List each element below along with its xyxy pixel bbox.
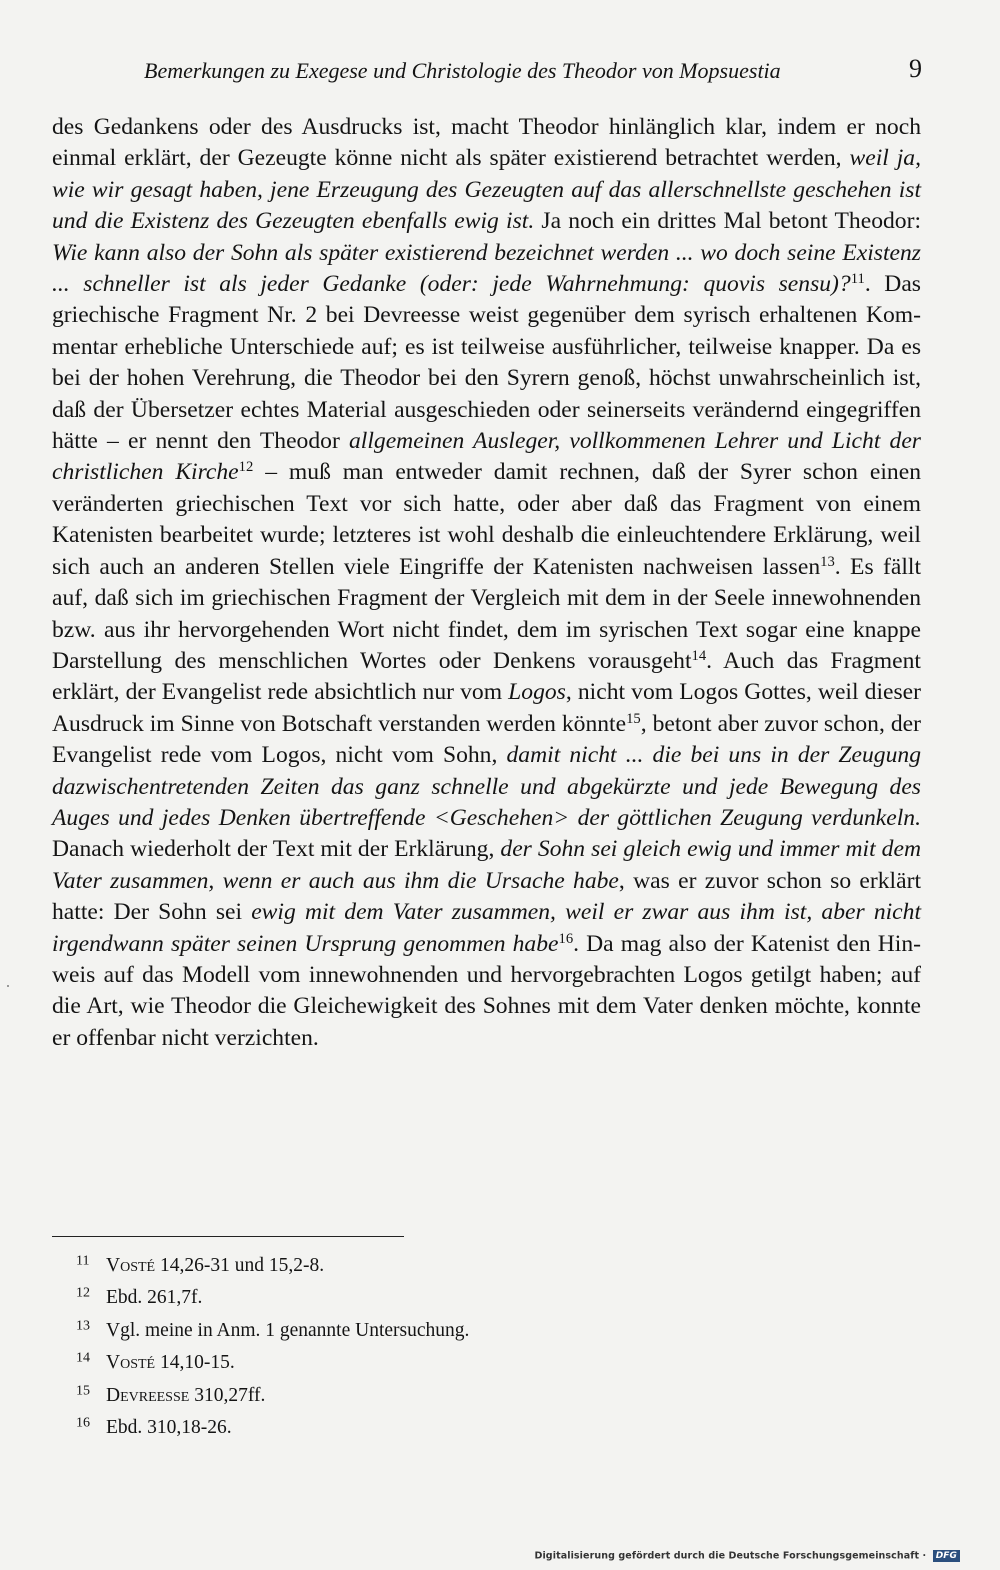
footnote-15: [76, 1380, 776, 1412]
quotation-italic: ewig mit dem Vater zusammen, weil er zwar aus ihm ist, aber nicht irgendwann später seinen Ursprung genommen habe: [52, 899, 921, 957]
text-run: Danach wiederholt der Text mit der Erklärung,: [52, 836, 501, 863]
page-number: 9: [909, 54, 922, 83]
footnote-ref-13[interactable]: 13: [820, 553, 835, 570]
footnote-text: Vgl. meine in Anm. 1 genannte Untersuchung.: [106, 1319, 470, 1341]
quotation-italic: weil ja, wie wir gesagt haben, jene Erzeugung des Gezeugten auf das allerschnellste geschehen ist und die Existenz des Gezeugten ebenfalls ewig ist.: [52, 145, 921, 235]
footnote-ref-11[interactable]: 11: [850, 270, 865, 287]
text-run: . Da mag also der Katenist den Hinweis auf das Modell vom innewohnenden und hervorgebrachten Logos getilgt haben; auf die Art, wie Theodor die Gleichewigkeit des Sohnes mit dem Vater denken möchte, konnte er offenbar nicht verzichten.: [52, 930, 921, 1051]
text-run: , nicht vom Logos Gottes, weil dieser Ausdruck im Sinne von Botschaft verstanden werden könnte: [52, 679, 921, 737]
footnote-author: Devreesse: [106, 1384, 190, 1406]
footnote-text: 14,26-31 und 15,2-8.: [155, 1255, 325, 1276]
quotation-italic: Wie kann also der Sohn als später existierend bezeichnet werden ... wo doch seine Existenz ... schneller ist als jeder Gedanke (oder: jede Wahrnehmung: quovis sensu)?: [52, 239, 921, 298]
term-italic: Logos: [508, 679, 566, 706]
quotation-italic: der Sohn sei gleich ewig und immer mit dem Vater zusammen, wenn er auch aus ihm die Ursache habe: [52, 836, 921, 894]
footnote-ref-16[interactable]: 16: [558, 930, 574, 947]
footnote-author: Vosté: [106, 1255, 156, 1276]
running-header: [52, 54, 922, 92]
footnote-text: 310,27ff.: [189, 1384, 266, 1406]
quotation-italic: allgemeinen Ausleger, vollkommenen Lehrer und Licht der christlichen Kirche: [52, 428, 921, 486]
footnote-number: 13: [76, 1317, 91, 1334]
text-run: . Das griechische Fragment Nr. 2 bei Devreesse weist gegenüber dem syrisch erhaltenen Kommentar erhebliche Unterschiede auf; es ist teilweise ausführlicher, teilweise knapper. Da es bei der hohen Verehrung, die Theodor bei den Syrern genoß, höchst unwahrscheinlich ist, daß der Übersetzer echtes Material ausgeschieden oder seinerseits verändernd eingegriffen hätte – er nennt den Theodor: [52, 271, 921, 455]
quotation-italic: damit nicht ... die bei uns in der Zeugung dazwischentretenden Zeiten das ganz schnelle und abgekürzte und jede Bewegung des Auges und jedes Denken übertreffende <Geschehen> der göttlichen Zeugung verdunkeln.: [52, 742, 921, 831]
main-paragraph: [52, 112, 921, 1054]
body-text: [52, 112, 921, 1054]
footnote-12: [76, 1282, 776, 1314]
footnote-11: [76, 1250, 776, 1282]
footnote-number: 11: [76, 1252, 90, 1269]
footnote-number: 14: [76, 1349, 91, 1366]
text-run: , betont aber zuvor schon, der Evangelist rede vom Logos, nicht vom Sohn,: [52, 710, 922, 769]
footnote-ref-14[interactable]: 14: [691, 647, 707, 664]
footnote-text: Ebd. 310,18-26.: [106, 1416, 232, 1438]
footnote-16: [76, 1412, 776, 1444]
footnote-14: [76, 1347, 776, 1379]
footnote-ref-12[interactable]: 12: [238, 459, 254, 476]
scan-speck: [7, 985, 9, 987]
text-run: – muß man entweder damit rechnen, daß der Syrer schon einen veränderten griechischen Text vor sich hatte, oder aber daß das Fragment von einem Katenisten bearbeitet wurde; letzteres ist wohl deshalb die einleuchtendere Erklärung, weil sich auch an anderen Stellen viele Eingriffe der Katenisten nachweisen lassen: [52, 459, 921, 580]
footnote-text: Ebd. 261,7f.: [106, 1287, 203, 1309]
text-run: . Es fällt auf, daß sich im griechischen Fragment der Vergleich mit dem in der Seele innewohnenden bzw. aus ihr hervorgehenden Wort nicht findet, dem im syrischen Text sogar eine knappe Darstellung des menschlichen Wortes oder Denkens vorausgeht: [52, 553, 921, 674]
footnote-text: 14,10-15.: [155, 1352, 235, 1374]
text-run: Ja noch ein drittes Mal betont Theodor:: [534, 208, 921, 235]
footnote-number: 15: [76, 1382, 91, 1399]
digitization-credit: [534, 1550, 960, 1564]
footnote-number: 16: [76, 1414, 91, 1431]
footnotes: [76, 1250, 776, 1444]
text-run: des Gedankens oder des Ausdrucks ist, macht Theodor hinlänglich klar, indem er noch einmal erklärt, der Gezeugte könne nicht als später existierend betrachtet werden,: [52, 114, 921, 172]
footnote-number: 12: [76, 1285, 91, 1302]
text-run: . Auch das Fragment erklärt, der Evangelist rede absichtlich nur vom: [52, 647, 921, 706]
footnote-ref-15[interactable]: 15: [626, 710, 641, 727]
text-run: , was er zuvor schon so erklärt hatte: Der Sohn sei: [52, 867, 921, 926]
dfg-logo: DFG: [933, 1550, 960, 1562]
footnote-divider: [52, 1236, 404, 1237]
footnote-13: [76, 1315, 776, 1347]
footnote-author: Vosté: [106, 1352, 156, 1374]
credit-text: Digitalisierung gefördert durch die Deutsche Forschungsgemeinschaft ·: [534, 1550, 927, 1562]
running-title: Bemerkungen zu Exegese und Christologie des Theodor von Mopsuestia: [144, 58, 781, 83]
